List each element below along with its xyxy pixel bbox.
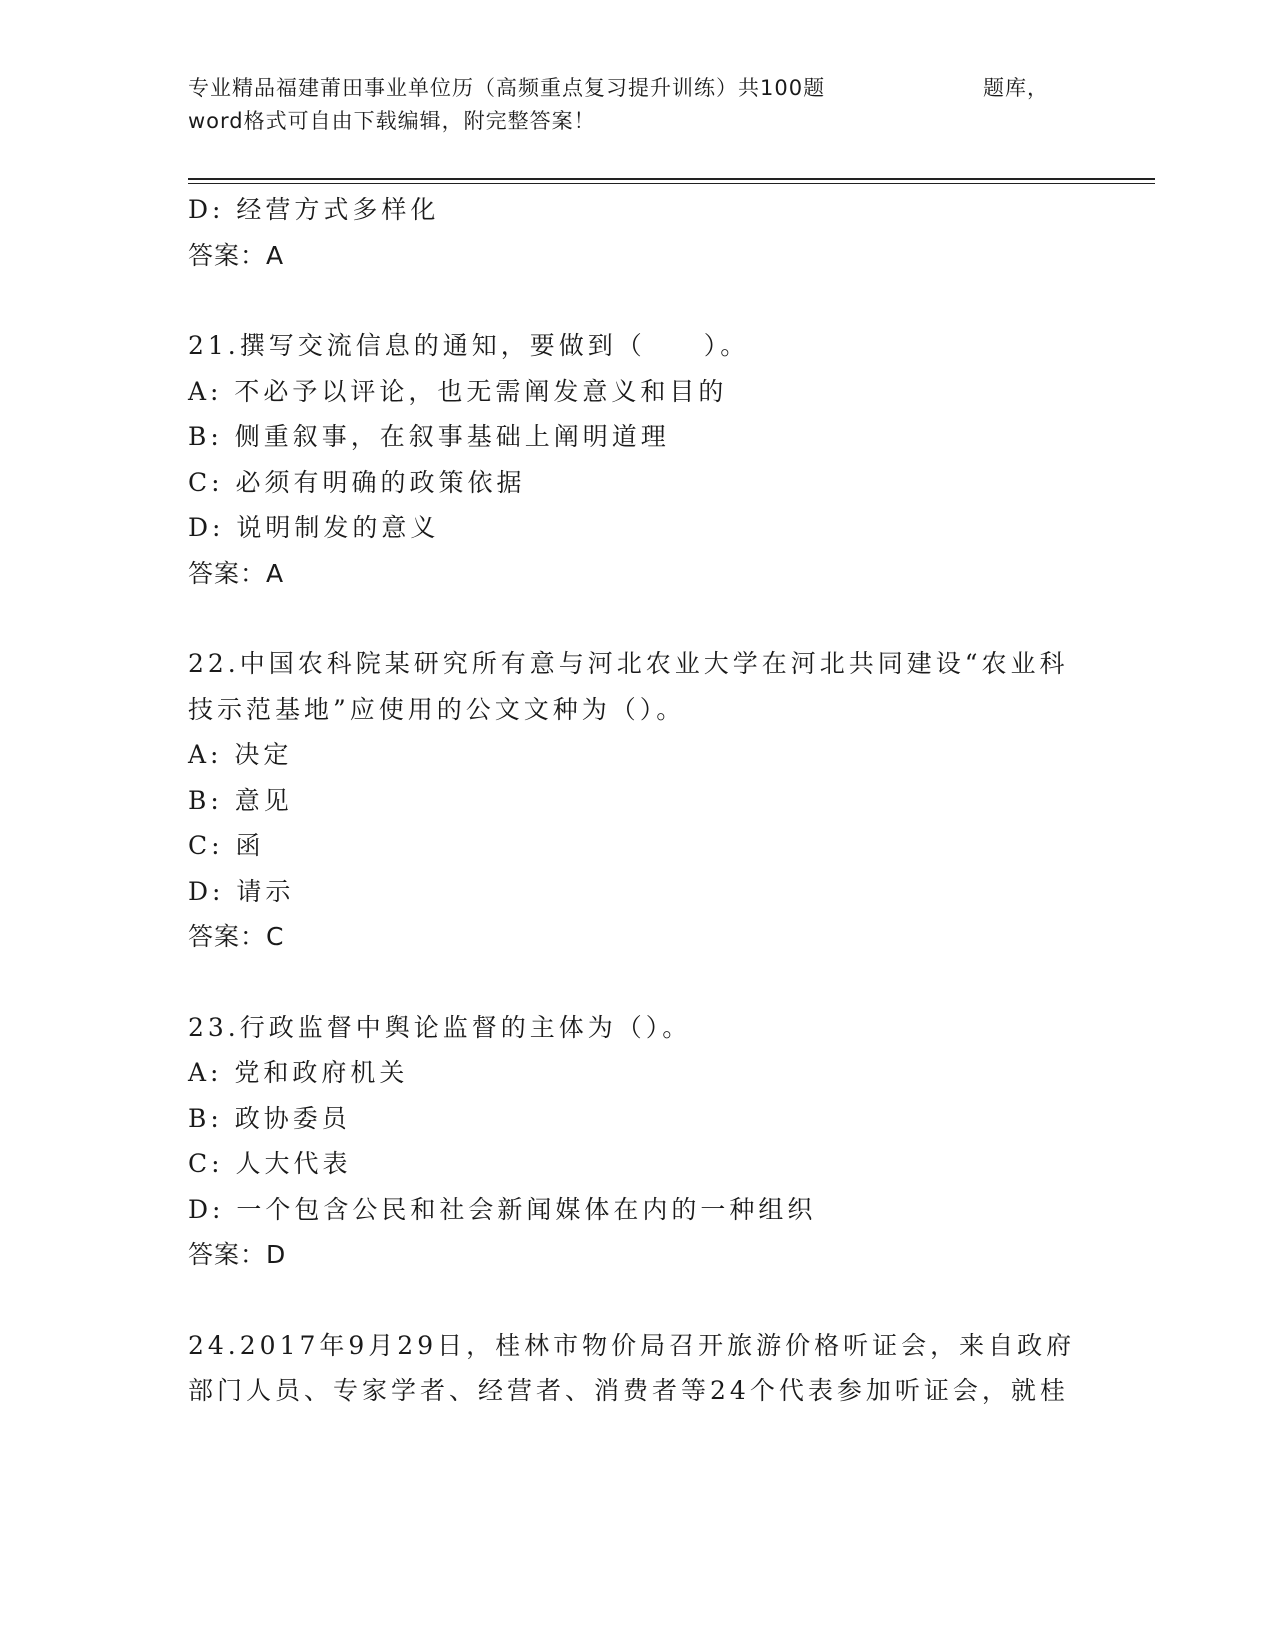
page-header bbox=[188, 72, 1048, 138]
option-b: B: 政协委员 bbox=[188, 1103, 351, 1133]
header-divider-thin bbox=[188, 183, 1155, 184]
document-body bbox=[188, 187, 1088, 1414]
question-text-cont: 部门人员、专家学者、经营者、消费者等24个代表参加听证会，就桂 bbox=[188, 1376, 1069, 1405]
answer-line: 答案：A bbox=[188, 240, 285, 270]
option-d: D: 说明制发的意义 bbox=[188, 513, 440, 542]
header-title: 专业精品福建莆田事业单位历（高频重点复习提升训练）共100题 bbox=[188, 76, 826, 100]
question-21 bbox=[188, 323, 1088, 596]
option-d: D: 经营方式多样化 bbox=[188, 195, 440, 224]
option-d: D: 一个包含公民和社会新闻媒体在内的一种组织 bbox=[188, 1194, 817, 1224]
header-title-tail: 题库， bbox=[983, 76, 1049, 100]
option-c: C: 函 bbox=[188, 831, 265, 860]
question-24 bbox=[188, 1323, 1088, 1414]
question-text: 22.中国农科院某研究所有意与河北农业大学在河北共同建设“农业科 bbox=[188, 649, 1069, 678]
option-c: C: 人大代表 bbox=[188, 1149, 352, 1178]
header-subtitle: word格式可自由下载编辑，附完整答案！ bbox=[188, 109, 596, 133]
option-d: D: 请示 bbox=[188, 876, 295, 906]
question-22 bbox=[188, 641, 1088, 960]
option-b: B: 侧重叙事，在叙事基础上阐明道理 bbox=[188, 422, 670, 451]
question-23 bbox=[188, 1005, 1088, 1278]
question-text: 23.行政监督中舆论监督的主体为（）。 bbox=[188, 1012, 692, 1042]
option-a: A: 党和政府机关 bbox=[188, 1058, 409, 1087]
question-text: 21.撰写交流信息的通知，要做到（ ）。 bbox=[188, 331, 750, 360]
option-b: B: 意见 bbox=[188, 785, 293, 815]
option-a: A: 决定 bbox=[188, 740, 293, 769]
option-a: A: 不必予以评论，也无需阐发意义和目的 bbox=[188, 376, 728, 406]
option-c: C: 必须有明确的政策依据 bbox=[188, 467, 526, 497]
answer-line: 答案：C bbox=[188, 922, 285, 951]
question-text: 24.2017年9月29日，桂林市物价局召开旅游价格听证会，来自政府 bbox=[188, 1330, 1076, 1360]
answer-line: 答案：A bbox=[188, 558, 285, 588]
answer-line: 答案：D bbox=[188, 1240, 287, 1269]
question-text-cont: 技示范基地”应使用的公文文种为（）。 bbox=[188, 694, 686, 724]
header-divider bbox=[188, 178, 1155, 180]
